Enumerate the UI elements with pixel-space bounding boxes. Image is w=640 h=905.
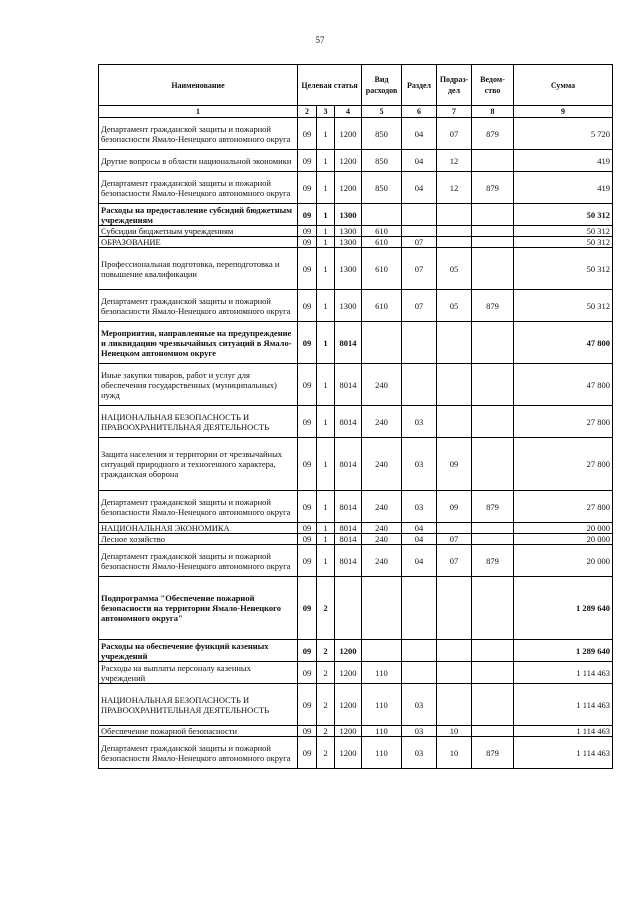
column-number: 9 [514,106,613,118]
row-name: Субсидии бюджетным учреждениям [99,226,298,237]
row-sum: 50 312 [514,248,613,290]
row-direction-code: 1200 [335,726,362,737]
row-subprogram-code: 1 [317,364,335,406]
row-sum: 50 312 [514,290,613,322]
row-subsection: 07 [437,545,472,577]
row-sum: 27 800 [514,438,613,491]
row-subprogram-code: 1 [317,322,335,364]
row-section: 04 [402,150,437,172]
row-sum: 1 114 463 [514,737,613,769]
header-expense-type: Вид расходов [362,65,402,106]
row-sum: 20 000 [514,534,613,545]
budget-table [98,64,613,769]
row-direction-code: 8014 [335,545,362,577]
row-program-code: 09 [298,577,317,640]
row-subprogram-code: 2 [317,640,335,662]
row-sum: 419 [514,172,613,204]
row-subsection: 07 [437,534,472,545]
table-row [99,577,613,640]
header-department: Ведом-ство [472,65,514,106]
row-department [472,322,514,364]
row-expense-type: 610 [362,248,402,290]
row-section: 03 [402,684,437,726]
table-row [99,438,613,491]
row-section: 03 [402,726,437,737]
row-subprogram-code: 1 [317,491,335,523]
column-number: 2 [298,106,317,118]
row-section: 03 [402,491,437,523]
row-program-code: 09 [298,684,317,726]
row-name: Расходы на обеспечение функций казенных учреждений [99,640,298,662]
row-direction-code: 8014 [335,523,362,534]
row-subsection [437,226,472,237]
row-expense-type: 850 [362,172,402,204]
row-program-code: 09 [298,226,317,237]
row-subsection: 12 [437,150,472,172]
row-name: НАЦИОНАЛЬНАЯ ЭКОНОМИКА [99,523,298,534]
row-expense-type: 110 [362,726,402,737]
row-section [402,226,437,237]
row-sum: 27 800 [514,406,613,438]
row-sum: 1 114 463 [514,726,613,737]
row-sum: 20 000 [514,523,613,534]
row-subprogram-code: 1 [317,172,335,204]
row-program-code: 09 [298,438,317,491]
row-subprogram-code: 1 [317,248,335,290]
row-department [472,662,514,684]
row-expense-type: 240 [362,491,402,523]
row-department [472,523,514,534]
row-section: 03 [402,406,437,438]
table-row [99,545,613,577]
row-subprogram-code: 1 [317,534,335,545]
table-row [99,406,613,438]
row-department [472,726,514,737]
row-subprogram-code: 1 [317,406,335,438]
row-sum: 50 312 [514,204,613,226]
row-program-code: 09 [298,248,317,290]
row-name: Департамент гражданской защиты и пожарной безопасности Ямало-Ненецкого автономного округа [99,737,298,769]
row-direction-code: 1300 [335,226,362,237]
header-name: Наименование [99,65,298,106]
row-program-code: 09 [298,322,317,364]
table-row [99,290,613,322]
row-name: Департамент гражданской защиты и пожарной безопасности Ямало-Ненецкого автономного округа [99,545,298,577]
row-program-code: 09 [298,662,317,684]
row-subsection [437,577,472,640]
row-direction-code: 1300 [335,204,362,226]
row-name: Защита населения и территории от чрезвычайных ситуаций природного и техногенного характера, гражданская оборона [99,438,298,491]
row-subsection: 10 [437,737,472,769]
row-section: 04 [402,118,437,150]
row-name: Департамент гражданской защиты и пожарной безопасности Ямало-Ненецкого автономного округа [99,290,298,322]
table-row [99,172,613,204]
column-number: 6 [402,106,437,118]
row-subsection [437,523,472,534]
row-department: 879 [472,172,514,204]
row-program-code: 09 [298,237,317,248]
row-department [472,640,514,662]
row-section [402,662,437,684]
column-number: 3 [317,106,335,118]
row-subprogram-code: 1 [317,438,335,491]
row-section: 04 [402,172,437,204]
column-number: 7 [437,106,472,118]
row-name: Расходы на предоставление субсидий бюджетным учреждениям [99,204,298,226]
row-subsection [437,364,472,406]
table-row [99,534,613,545]
row-program-code: 09 [298,364,317,406]
table-row [99,322,613,364]
row-expense-type: 610 [362,290,402,322]
row-expense-type [362,204,402,226]
row-expense-type: 240 [362,534,402,545]
row-name: НАЦИОНАЛЬНАЯ БЕЗОПАСНОСТЬ И ПРАВООХРАНИТЕЛЬНАЯ ДЕЯТЕЛЬНОСТЬ [99,406,298,438]
row-expense-type: 240 [362,438,402,491]
row-subprogram-code: 2 [317,662,335,684]
row-sum: 27 800 [514,491,613,523]
row-program-code: 09 [298,726,317,737]
row-direction-code: 1200 [335,662,362,684]
row-name: НАЦИОНАЛЬНАЯ БЕЗОПАСНОСТЬ И ПРАВООХРАНИТЕЛЬНАЯ ДЕЯТЕЛЬНОСТЬ [99,684,298,726]
row-section [402,204,437,226]
row-section [402,640,437,662]
row-subprogram-code: 2 [317,577,335,640]
row-expense-type: 110 [362,684,402,726]
row-subprogram-code: 1 [317,545,335,577]
column-number: 5 [362,106,402,118]
row-direction-code: 1200 [335,737,362,769]
row-department [472,438,514,491]
row-section: 03 [402,438,437,491]
row-subprogram-code: 1 [317,204,335,226]
row-subsection: 07 [437,118,472,150]
row-sum: 47 800 [514,364,613,406]
table-row [99,150,613,172]
table-row [99,491,613,523]
row-subsection: 05 [437,248,472,290]
table-row [99,118,613,150]
row-direction-code [335,577,362,640]
row-section [402,364,437,406]
row-subsection [437,406,472,438]
table-row [99,364,613,406]
row-expense-type [362,577,402,640]
row-expense-type: 240 [362,545,402,577]
row-name: Департамент гражданской защиты и пожарной безопасности Ямало-Ненецкого автономного округа [99,491,298,523]
row-subsection [437,684,472,726]
row-subsection: 10 [437,726,472,737]
row-sum: 5 720 [514,118,613,150]
row-department [472,534,514,545]
row-section: 07 [402,290,437,322]
page-number: 57 [315,35,325,45]
row-expense-type: 240 [362,523,402,534]
row-sum: 419 [514,150,613,172]
row-direction-code: 8014 [335,364,362,406]
row-direction-code: 8014 [335,406,362,438]
table-row [99,684,613,726]
row-program-code: 09 [298,640,317,662]
row-expense-type: 850 [362,150,402,172]
row-direction-code: 1200 [335,684,362,726]
row-department [472,226,514,237]
row-section [402,577,437,640]
column-number: 4 [335,106,362,118]
row-direction-code: 1200 [335,118,362,150]
row-program-code: 09 [298,204,317,226]
row-program-code: 09 [298,737,317,769]
table-row [99,737,613,769]
row-subsection: 12 [437,172,472,204]
row-department [472,204,514,226]
row-subsection [437,237,472,248]
row-name: ОБРАЗОВАНИЕ [99,237,298,248]
row-subprogram-code: 1 [317,290,335,322]
row-section: 07 [402,237,437,248]
row-direction-code: 1200 [335,640,362,662]
row-subprogram-code: 1 [317,118,335,150]
row-subprogram-code: 2 [317,684,335,726]
row-subsection [437,204,472,226]
row-name: Подпрограмма "Обеспечение пожарной безопасности на территории Ямало-Ненецкого автономного округа" [99,577,298,640]
row-expense-type: 850 [362,118,402,150]
row-expense-type: 110 [362,662,402,684]
row-direction-code: 1200 [335,172,362,204]
row-sum: 1 289 640 [514,577,613,640]
row-department [472,577,514,640]
row-subsection: 09 [437,438,472,491]
row-section: 04 [402,523,437,534]
row-department: 879 [472,290,514,322]
row-direction-code: 8014 [335,438,362,491]
table-row [99,726,613,737]
row-program-code: 09 [298,172,317,204]
row-direction-code: 1300 [335,237,362,248]
row-name: Департамент гражданской защиты и пожарной безопасности Ямало-Ненецкого автономного округа [99,172,298,204]
row-sum: 50 312 [514,237,613,248]
column-number: 8 [472,106,514,118]
row-name: Другие вопросы в области национальной экономики [99,150,298,172]
row-department [472,364,514,406]
row-department [472,150,514,172]
column-number: 1 [99,106,298,118]
table-row [99,640,613,662]
row-sum: 47 800 [514,322,613,364]
row-program-code: 09 [298,523,317,534]
row-sum: 50 312 [514,226,613,237]
table-row [99,226,613,237]
row-name: Лесное хозяйство [99,534,298,545]
row-sum: 1 114 463 [514,684,613,726]
row-department: 879 [472,491,514,523]
header-sum: Сумма [514,65,613,106]
row-subprogram-code: 1 [317,237,335,248]
row-direction-code: 8014 [335,322,362,364]
row-expense-type: 610 [362,237,402,248]
header-target-article: Целевая статья [298,65,362,106]
row-subsection [437,640,472,662]
row-program-code: 09 [298,406,317,438]
table-row [99,662,613,684]
row-direction-code: 1300 [335,248,362,290]
row-direction-code: 1200 [335,150,362,172]
column-number-row [99,106,613,118]
row-subsection: 09 [437,491,472,523]
row-subsection [437,662,472,684]
row-expense-type: 240 [362,364,402,406]
table-row [99,237,613,248]
row-name: Обеспечение пожарной безопасности [99,726,298,737]
row-name: Департамент гражданской защиты и пожарной безопасности Ямало-Ненецкого автономного округа [99,118,298,150]
row-expense-type: 610 [362,226,402,237]
row-section: 03 [402,737,437,769]
row-sum: 1 114 463 [514,662,613,684]
row-section: 04 [402,534,437,545]
table-row [99,248,613,290]
row-direction-code: 1300 [335,290,362,322]
table-row [99,523,613,534]
row-program-code: 09 [298,118,317,150]
row-department: 879 [472,545,514,577]
row-department [472,248,514,290]
row-department [472,684,514,726]
table-header-row [99,65,613,106]
row-expense-type: 110 [362,737,402,769]
row-program-code: 09 [298,290,317,322]
row-subprogram-code: 1 [317,150,335,172]
row-sum: 1 289 640 [514,640,613,662]
row-department: 879 [472,737,514,769]
row-department [472,406,514,438]
row-subprogram-code: 1 [317,226,335,237]
row-program-code: 09 [298,491,317,523]
table-row [99,204,613,226]
row-subsection [437,322,472,364]
row-program-code: 09 [298,150,317,172]
row-program-code: 09 [298,534,317,545]
row-section: 04 [402,545,437,577]
header-section: Раздел [402,65,437,106]
row-program-code: 09 [298,545,317,577]
row-section [402,322,437,364]
row-subprogram-code: 2 [317,726,335,737]
row-name: Расходы на выплаты персоналу казенных учреждений [99,662,298,684]
row-direction-code: 8014 [335,534,362,545]
row-department: 879 [472,118,514,150]
row-sum: 20 000 [514,545,613,577]
row-subsection: 05 [437,290,472,322]
row-expense-type: 240 [362,406,402,438]
row-name: Профессиональная подготовка, переподготовка и повышение квалификации [99,248,298,290]
row-name: Мероприятия, направленные на предупреждение и ликвидацию чрезвычайных ситуаций в Ямало-Ненецком автономном округе [99,322,298,364]
row-subprogram-code: 1 [317,523,335,534]
row-expense-type [362,640,402,662]
row-subprogram-code: 2 [317,737,335,769]
row-expense-type [362,322,402,364]
row-name: Иные закупки товаров, работ и услуг для обеспечения государственных (муниципальных) нужд [99,364,298,406]
row-direction-code: 8014 [335,491,362,523]
row-department [472,237,514,248]
header-subsection: Подраз-дел [437,65,472,106]
row-section: 07 [402,248,437,290]
